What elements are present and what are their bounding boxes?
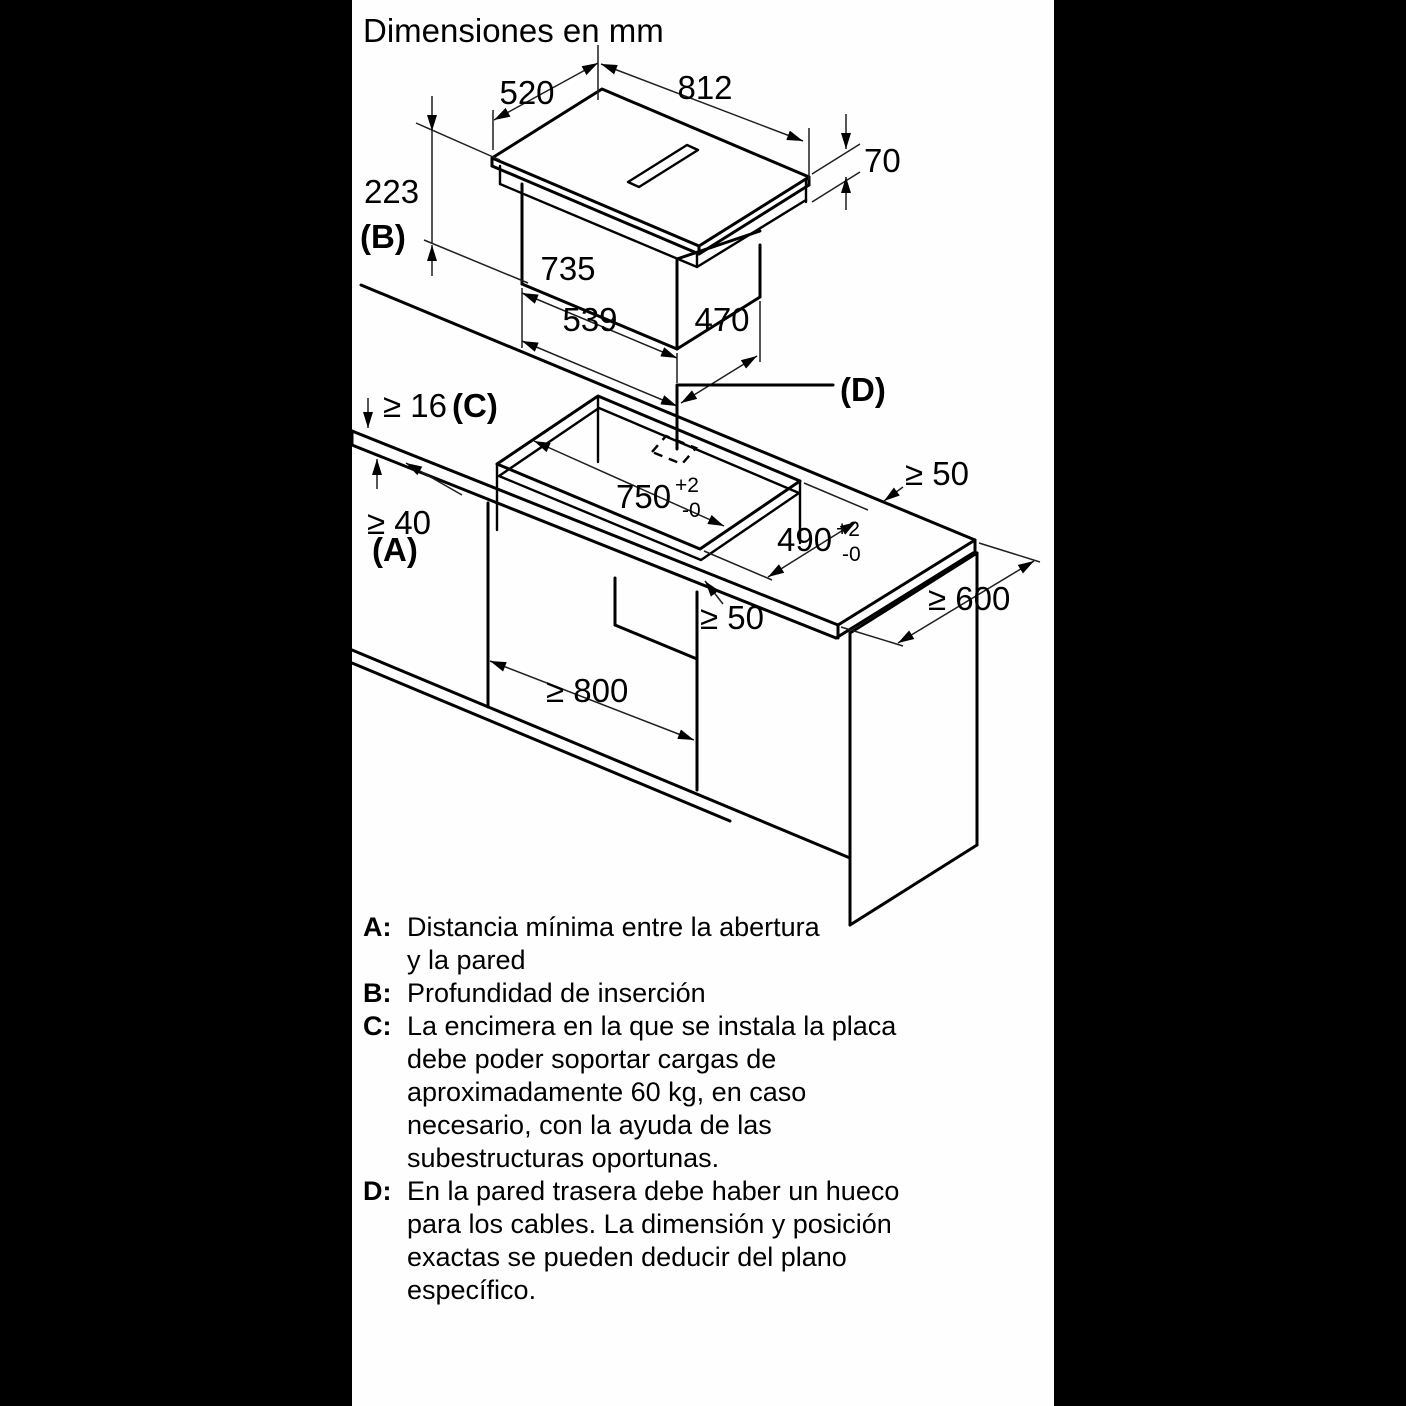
dim-D-label: (D) bbox=[840, 371, 886, 408]
vent-slot bbox=[628, 145, 698, 187]
dim-490-tol-plus: +2 bbox=[836, 518, 860, 541]
dim-520-label: 520 bbox=[499, 74, 555, 111]
dim-40-label: ≥ 40 bbox=[367, 504, 431, 541]
legend: A: Distancia mínima entre la abertura y la pared B: Profundidad de inserción C: La encimera en la que se instala la placa debe poder soportar cargas de aproximadamente 60 kg, en caso necesario, con la ayuda de las subestructuras oportunas. D: En la pared trasera debe haber un hueco para los cables. La dimensión y posición exactas se pueden deducir del plano específico. bbox=[363, 912, 900, 1305]
dim-50-back-label: ≥ 50 bbox=[905, 455, 969, 492]
dim-750-tol-minus: -0 bbox=[682, 499, 701, 522]
dim-C-label: (C) bbox=[452, 387, 498, 424]
dim-70-label: 70 bbox=[864, 142, 901, 179]
hob-diagram bbox=[360, 45, 901, 406]
legend-row-b: B: Profundidad de inserción bbox=[363, 978, 706, 1008]
dim-223-label: 223 bbox=[364, 173, 420, 210]
legend-label-a: A: bbox=[363, 912, 392, 942]
plinth-line-b bbox=[352, 663, 730, 821]
legend-row-a: A: Distancia mínima entre la abertura bbox=[363, 912, 820, 942]
dim-50-front-label: ≥ 50 bbox=[700, 599, 764, 636]
dim-750-tol-plus: +2 bbox=[675, 474, 699, 497]
dim-750-label: 750 bbox=[616, 478, 672, 515]
legend-row-c: C: La encimera en la que se instala la placa bbox=[363, 1011, 897, 1041]
dim-812-label: 812 bbox=[677, 69, 733, 106]
dim-800-label: ≥ 800 bbox=[546, 672, 629, 709]
page-title: Dimensiones en mm bbox=[363, 12, 664, 49]
worktop-cutout bbox=[497, 396, 800, 549]
dim-735-label: 735 bbox=[540, 250, 596, 287]
dim-490-label: 490 bbox=[777, 521, 833, 558]
dim-A-label: (A) bbox=[372, 531, 418, 568]
dim-490-tol-minus: -0 bbox=[842, 543, 861, 566]
dim-470-label: 470 bbox=[694, 301, 750, 338]
installation-diagram bbox=[352, 285, 1040, 925]
dim-B-label: (B) bbox=[360, 218, 406, 255]
dim-600-label: ≥ 600 bbox=[928, 580, 1011, 617]
legend-row-d: D: En la pared trasera debe haber un hueco bbox=[363, 1176, 900, 1206]
legend-label-c: C: bbox=[363, 1011, 392, 1041]
legend-label-d: D: bbox=[363, 1176, 392, 1206]
legend-label-b: B: bbox=[363, 978, 392, 1008]
drawing-sheet bbox=[352, 0, 1054, 1406]
dim-539-label: 539 bbox=[562, 301, 618, 338]
dim-16-label: ≥ 16 bbox=[383, 387, 447, 424]
